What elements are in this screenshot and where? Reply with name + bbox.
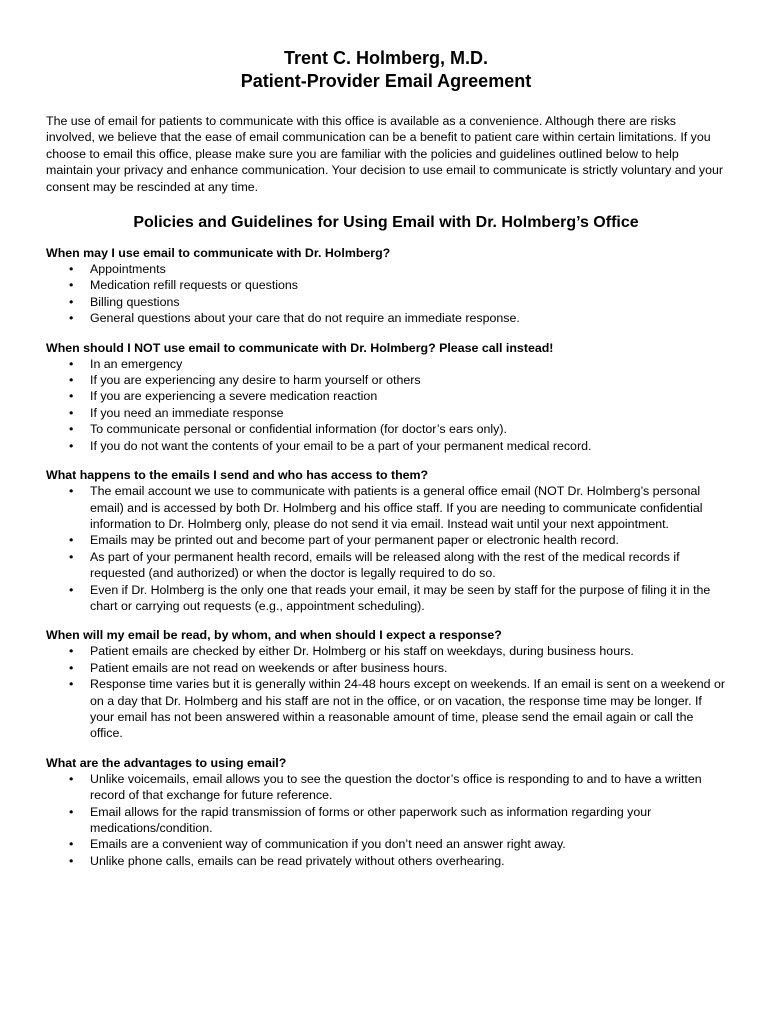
list-item: • General questions about your care that do not require an immediate response. xyxy=(46,310,726,326)
section-access xyxy=(46,467,726,614)
list-item: • The email account we use to communicate with patients is a general office email (NOT Dr. Holmberg’s personal email) and is accessed by both Dr. Holmberg and his office staff. If you are needing to communicate confidential information to Dr. Holmberg only, please do not send it via email. Instead wait until your next appointment. xyxy=(46,483,726,532)
bullet-list xyxy=(46,356,726,454)
list-item: • As part of your permanent health record, emails will be released along with the rest of the medical records if requested (and authorized) or when the doctor is legally required to do so. xyxy=(46,549,726,582)
list-item: • Billing questions xyxy=(46,294,726,310)
list-item: • Patient emails are not read on weekends or after business hours. xyxy=(46,660,726,676)
section-response-time xyxy=(46,627,726,741)
section-question: When will my email be read, by whom, and when should I expect a response? xyxy=(46,628,502,643)
list-item: • Appointments xyxy=(46,261,726,277)
bullet-list xyxy=(46,643,726,741)
section-question: What happens to the emails I send and who has access to them? xyxy=(46,468,429,483)
bullet-list xyxy=(46,261,726,327)
doctor-name: Trent C. Holmberg, M.D. xyxy=(283,48,488,68)
policies-heading: Policies and Guidelines for Using Email with Dr. Holmberg’s Office xyxy=(133,214,639,232)
list-item: • Response time varies but it is generally within 24-48 hours except on weekends. If an email is sent on a weekend or on a day that Dr. Holmberg and his staff are not in the office, or on vacation, the response time may be longer. If your email has not been answered within a reasonable amount of time, please send the email again or call the office. xyxy=(46,676,726,742)
section-question: When should I NOT use email to communicate with Dr. Holmberg? Please call instead! xyxy=(46,340,554,355)
document-title: Patient-Provider Email Agreement xyxy=(240,71,532,91)
list-item: • To communicate personal or confidential information (for doctor’s ears only). xyxy=(46,421,726,437)
list-item: • If you need an immediate response xyxy=(46,405,726,421)
list-item: • Emails may be printed out and become part of your permanent paper or electronic health record. xyxy=(46,532,726,548)
list-item: • Patient emails are checked by either Dr. Holmberg or his staff on weekdays, during business hours. xyxy=(46,643,726,659)
section-advantages xyxy=(46,755,726,869)
bullet-list xyxy=(46,771,726,869)
list-item: • Even if Dr. Holmberg is the only one that reads your email, it may be seen by staff for the purpose of filing it in the chart or carrying out requests (e.g., appointment scheduling). xyxy=(46,582,726,615)
list-item: • In an emergency xyxy=(46,356,726,372)
intro-paragraph: The use of email for patients to communicate with this office is available as a convenience. Although there are risks involved, we believe that the ease of email communication can be a benefit to patient care within certain limitations. If you choose to email this office, please make sure you are familiar with the policies and guidelines outlined below to help maintain your privacy and enhance communication. Your decision to use email to communicate is strictly voluntary and your consent may be rescinded at any time. xyxy=(46,114,724,194)
list-item: • Email allows for the rapid transmission of forms or other paperwork such as information regarding your medications/condition. xyxy=(46,804,726,837)
section-when-not-to-use xyxy=(46,340,726,454)
bullet-list xyxy=(46,483,726,614)
section-question: When may I use email to communicate with Dr. Holmberg? xyxy=(46,246,391,261)
list-item: • Medication refill requests or questions xyxy=(46,277,726,293)
list-item: • Unlike voicemails, email allows you to see the question the doctor’s office is responding to and to have a written record of that exchange for future reference. xyxy=(46,771,726,804)
section-question: What are the advantages to using email? xyxy=(46,755,287,770)
list-item: • If you are experiencing any desire to harm yourself or others xyxy=(46,372,726,388)
section-when-to-use xyxy=(46,245,726,327)
list-item: • If you do not want the contents of your email to be a part of your permanent medical record. xyxy=(46,438,726,454)
list-item: • Unlike phone calls, emails can be read privately without others overhearing. xyxy=(46,853,726,869)
list-item: • Emails are a convenient way of communication if you don’t need an answer right away. xyxy=(46,836,726,852)
list-item: • If you are experiencing a severe medication reaction xyxy=(46,388,726,404)
title-block xyxy=(46,0,726,93)
